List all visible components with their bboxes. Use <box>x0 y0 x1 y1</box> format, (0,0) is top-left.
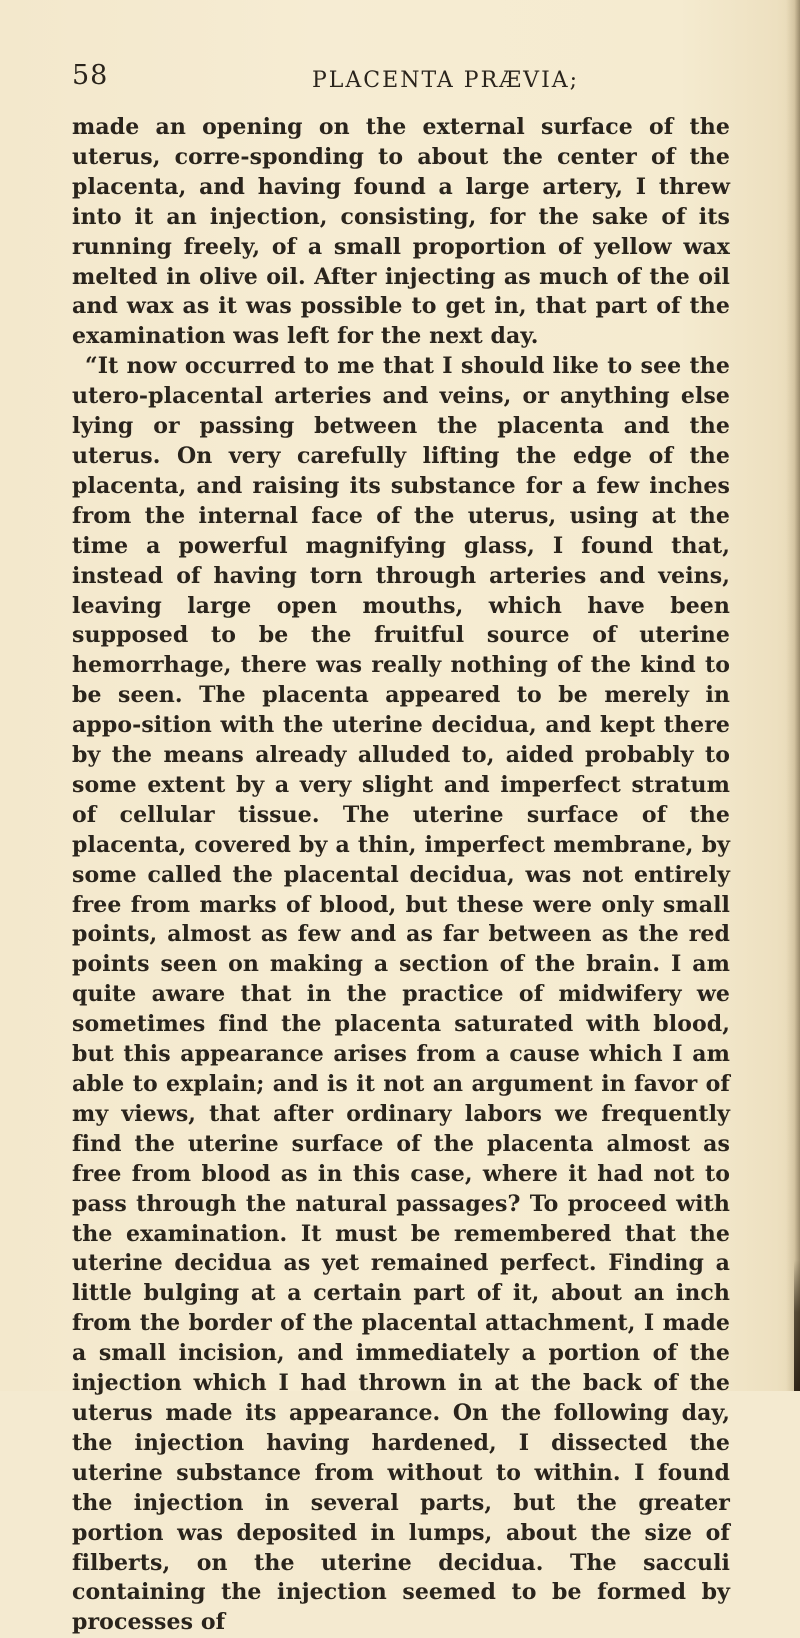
paragraph: made an opening on the external surface of the uterus, corre-sponding to about the center of the placenta, and having found a large artery, I threw into it an injection, consisting, for the sake of its running freely, of a small proportion of yellow wax melted in olive oil. After injecting as much of the oil and wax as it was possible to get in, that part of the examination was left for the next day. <box>72 114 730 350</box>
page-number: 58 <box>72 60 109 91</box>
running-title: PLACENTA PRÆVIA; <box>312 68 580 93</box>
page-edge-shadow <box>786 0 800 1391</box>
body-text <box>72 113 730 1638</box>
paragraph: “It now occurred to me that I should like to see the utero-placental arteries and veins, or anything else lying or passing between the placenta and the uterus. On very carefully lifting the edge of the placenta, and raising its substance for a few inches from the internal face of the uterus, using at the time a powerful magnifying glass, I found that, instead of having torn through arteries and veins, leaving large open mouths, which have been supposed to be the fruitful source of uterine hemorrhage, there was really nothing of the kind to be seen. The placenta appeared to be merely in appo-sition with the uterine decidua, and kept there by the means already alluded to, aided probably to some extent by a very slight and imperfect stratum of cellular tissue. The uterine surface of the placenta, covered by a thin, imperfect membrane, by some called the placental decidua, was not entirely free from marks of blood, but these were only small points, almost as few and as far between as the red points seen on making a section of the brain. I am quite aware that in the practice of midwifery we sometimes find the placenta saturated with blood, but this appearance arises from a cause which I am able to explain; and is it not an argument in favor of my views, that after ordinary labors we frequently find the uterine surface of the placenta almost as free from blood as in this case, where it had not to pass through the natural passages? To proceed with the examination. It must be remembered that the uterine decidua as yet remained perfect. Finding a little bulging at a certain part of it, about an inch from the border of the placental attachment, I made a small incision, and immediately a portion of the injection which I had thrown in at the back of the uterus made its appearance. On the following day, the injection having hardened, I dissected the uterine substance from without to within. I found the injection in several parts, but the greater portion was deposited in lumps, about the size of filberts, on the uterine decidua. The sacculi containing the injection seemed to be formed by processes of <box>72 353 730 1636</box>
page-edge-dark <box>794 1260 800 1391</box>
running-head <box>72 60 730 100</box>
